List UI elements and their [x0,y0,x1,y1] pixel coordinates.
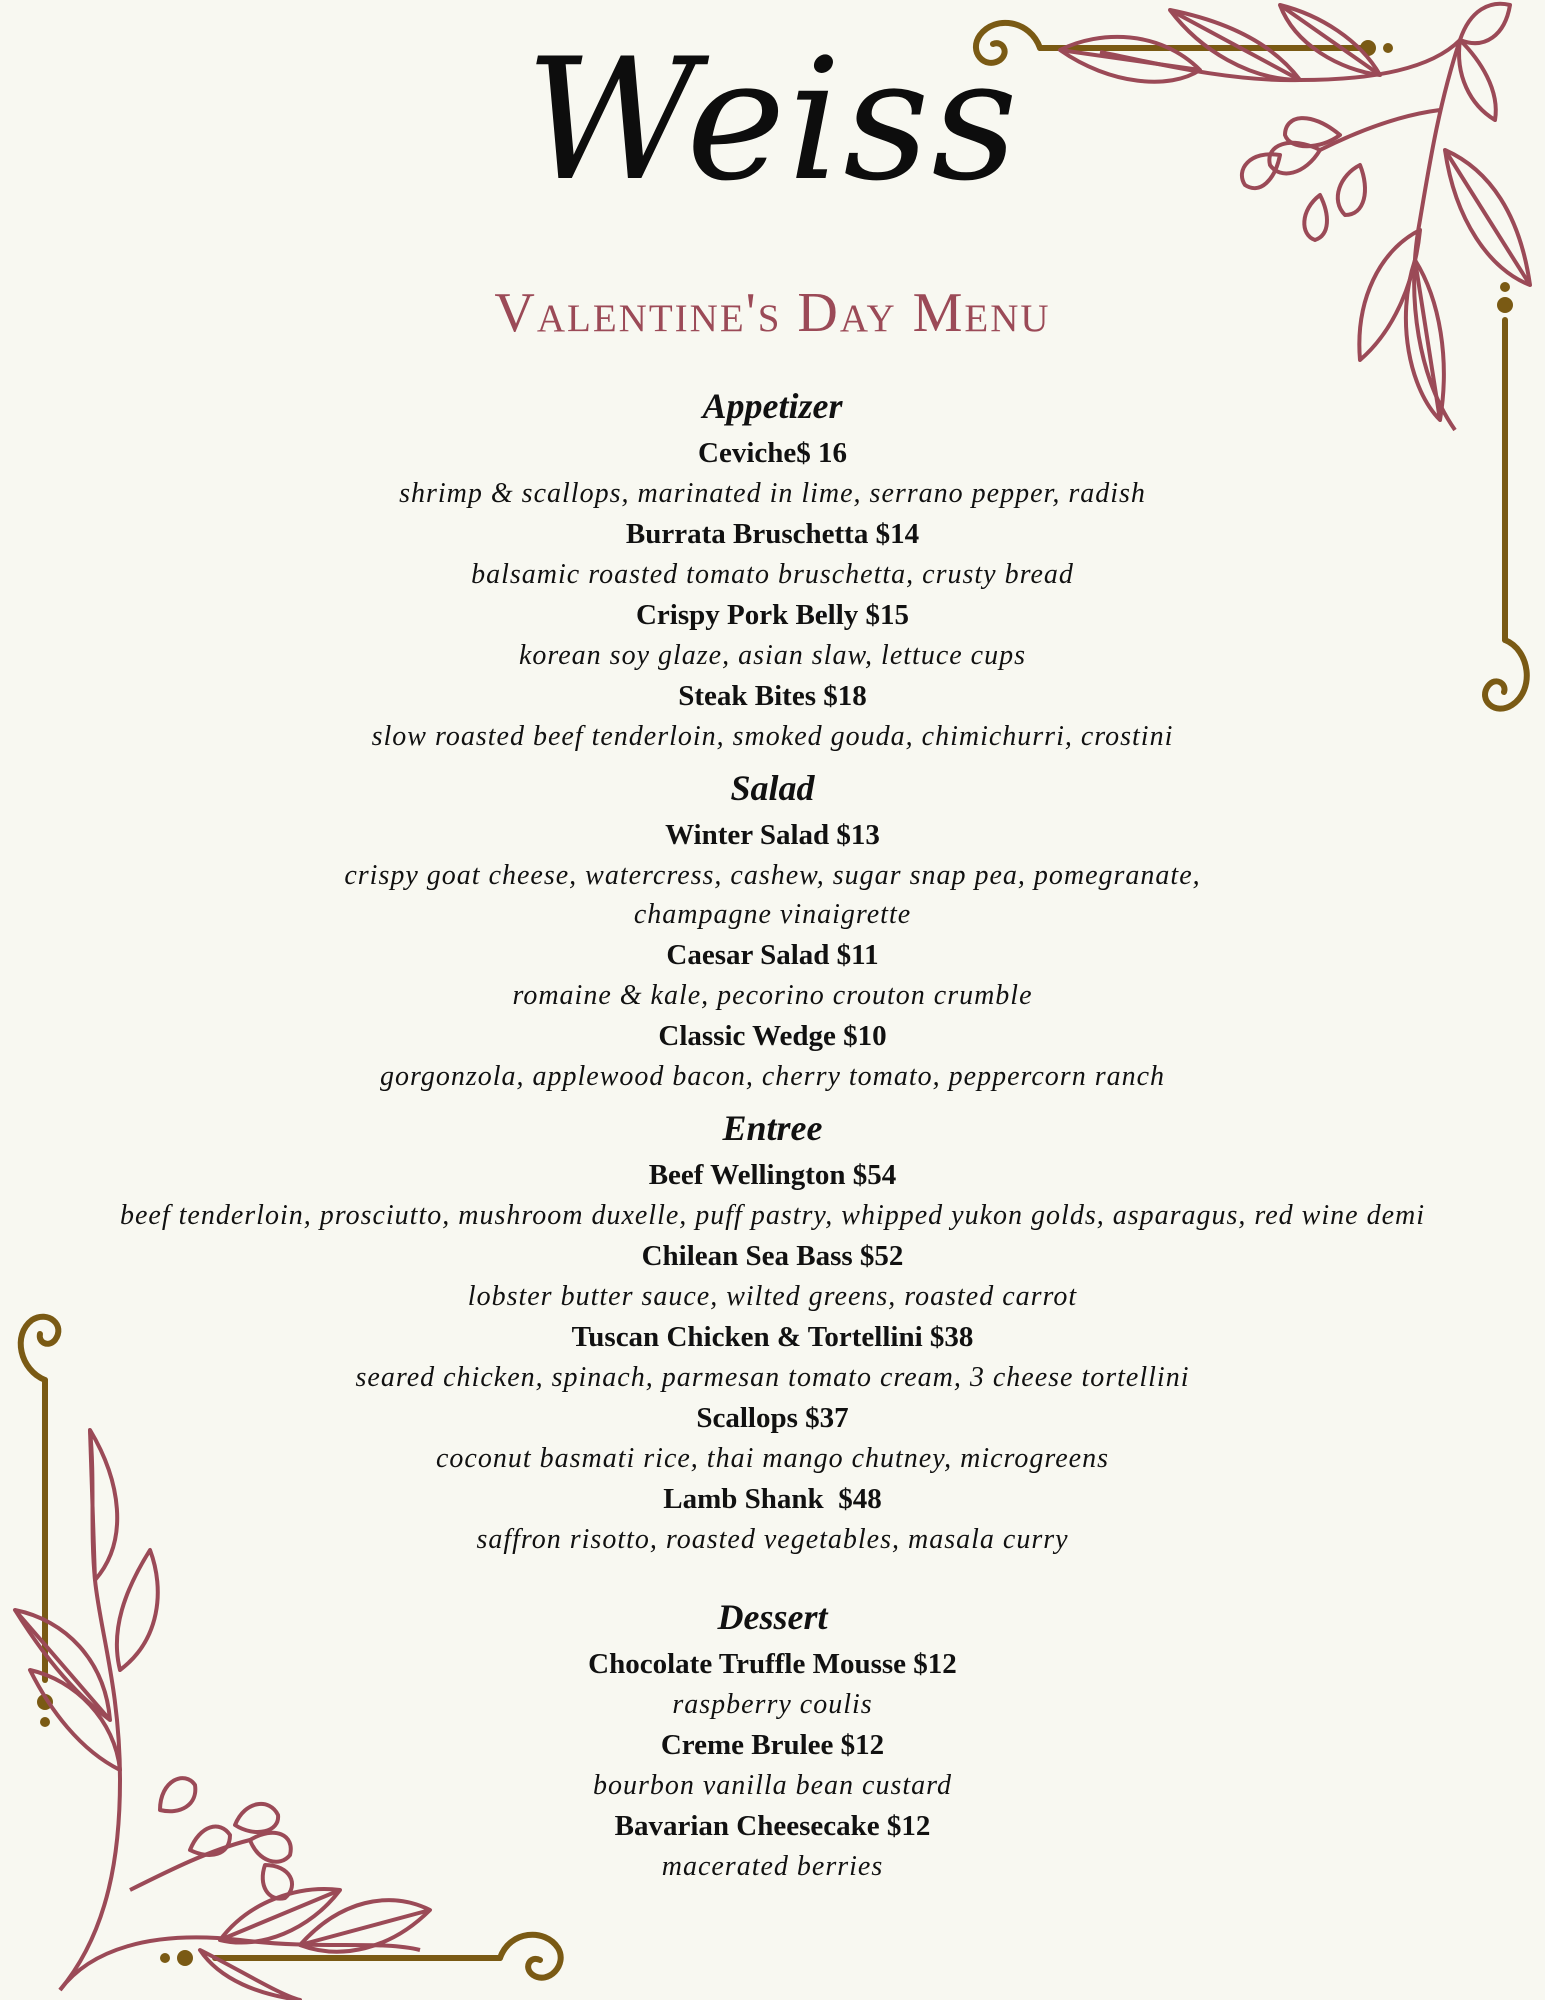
menu-item-name: Caesar Salad $11 [666,939,879,971]
spacer [100,1565,1445,1591]
menu-item-name: Lamb Shank $48 [663,1483,882,1515]
menu-item-name: Chilean Sea Bass $52 [641,1240,904,1272]
menu-item-name: Tuscan Chicken & Tortellini $38 [571,1321,974,1353]
menu-item-name: Classic Wedge $10 [658,1020,887,1052]
section-appetizer [100,380,1445,756]
menu-item-name: Scallops $37 [696,1402,849,1434]
menu-item-name: Ceviche$ 16 [698,437,847,469]
menu-item-name: Beef Wellington $54 [648,1159,897,1191]
menu-item-desc: raspberry coulis [672,1689,873,1720]
section-title: Entree [722,1108,823,1148]
menu-item-desc: korean soy glaze, asian slaw, lettuce cups [518,640,1027,671]
section-dessert [100,1591,1445,1886]
menu-item-desc: saffron risotto, roasted vegetables, masala curry [476,1524,1069,1555]
menu-item-name: Winter Salad $13 [665,819,880,851]
section-salad [100,762,1445,1096]
menu-item-desc: balsamic roasted tomato bruschetta, crusty bread [471,559,1074,590]
menu-item-desc: bourbon vanilla bean custard [592,1770,953,1801]
menu-item-desc: crispy goat cheese, watercress, cashew, sugar snap pea, pomegranate, champagne vinaigrette [344,860,1201,930]
menu-content [100,380,1445,1892]
menu-subtitle: Valentine's Day Menu [494,282,1051,344]
menu-item-name: Crispy Pork Belly $15 [635,599,910,631]
menu-item-desc: shrimp & scallops, marinated in lime, serrano pepper, radish [399,478,1146,509]
menu-item-desc: beef tenderloin, prosciutto, mushroom duxelle, puff pastry, whipped yukon golds, asparagus, red wine demi [120,1200,1425,1231]
menu-item-desc: coconut basmati rice, thai mango chutney, microgreens [435,1443,1110,1474]
menu-item-desc: macerated berries [661,1851,884,1882]
menu-item-desc: romaine & kale, pecorino crouton crumble [512,980,1033,1011]
menu-item-desc: gorgonzola, applewood bacon, cherry tomato, peppercorn ranch [379,1061,1166,1092]
menu-item-desc: seared chicken, spinach, parmesan tomato cream, 3 cheese tortellini [355,1362,1190,1393]
menu-item-name: Steak Bites $18 [678,680,867,712]
menu-item-name: Bavarian Cheesecake $12 [614,1810,931,1842]
menu-item-name: Chocolate Truffle Mousse $12 [588,1648,957,1680]
menu-item-name: Creme Brulee $12 [660,1729,885,1761]
section-title: Salad [730,768,815,808]
menu-item-desc: lobster butter sauce, wilted greens, roasted carrot [467,1281,1078,1312]
section-title: Appetizer [702,386,843,426]
brand-logo: Weiss [525,22,1020,218]
section-entree [100,1102,1445,1559]
menu-item-desc: slow roasted beef tenderloin, smoked gouda, chimichurri, crostini [371,721,1174,752]
section-title: Dessert [717,1597,828,1637]
menu-item-name: Burrata Bruschetta $14 [625,518,920,550]
